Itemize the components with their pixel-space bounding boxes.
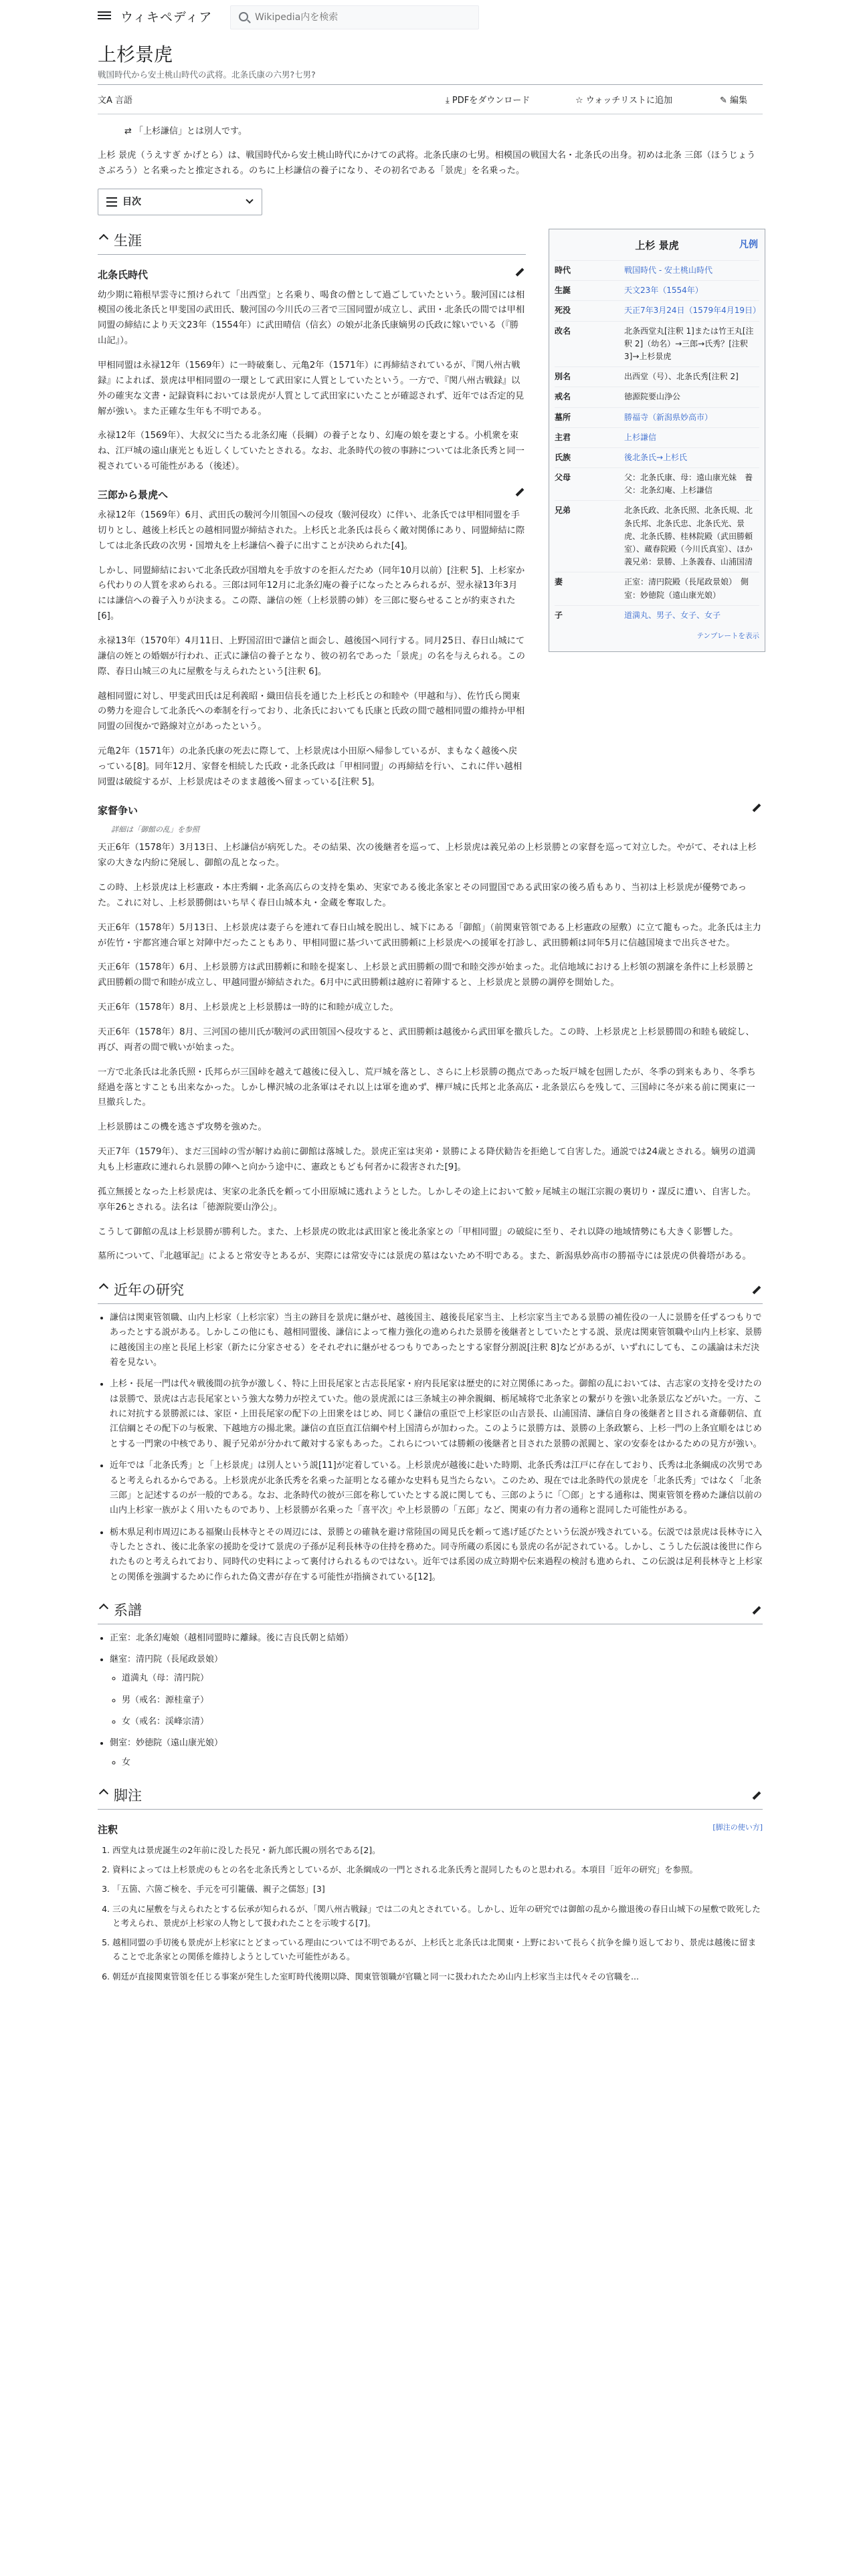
- list-item: • 側室：妙徳院（遠山康光娘） ◦ 女: [110, 1736, 763, 1770]
- lineage-list: [110, 1631, 763, 1771]
- language-icon: 文A: [98, 96, 116, 106]
- infobox-row: 戒名 徳源院要山浄公: [555, 387, 759, 407]
- paragraph: 永禄13年（1570年）4月11日、上野国沼田で謙信と面会し、越後国へ同行する。同月25日、春日山城にて謙信の姪との婚姻が行われ、正式に謙信の養子となり、彼の初名であった「景虎」の名を与えられる。この際、春日山城三の丸に屋敷を与えられたという[注釈 6]。: [98, 635, 525, 677]
- paragraph: 天正6年（1578年）3月13日、上杉謙信が病死した。その結果、次の後継者を巡って、上杉景虎は義兄弟の上杉景勝との家督を巡って対立した。やがて、それは上杉家の大きな内紛に発展し、御館の乱となった。: [98, 843, 757, 869]
- note-item: 1. 西堂丸は景虎誕生の2年前に没した長兄・新九郎氏親の別名である[2]。: [112, 1843, 763, 1857]
- infobox: [549, 229, 765, 652]
- lead-paragraph: 上杉 景虎（うえすぎ かげとら）は、戦国時代から安土桃山時代にかけての武将。北条氏康の七男。相模国の戦国大名・北条氏の出身。初めは北条 三郎（ほうじょう さぶろう）と名乗ったと推定される。のちに上杉謙信の養子になり、その初名である「景虎」を名乗った。: [98, 150, 756, 177]
- subsection-notes: 注釈 [脚注の使い方]: [98, 1822, 763, 1836]
- infobox-row: 時代 戦国時代 - 安土桃山時代: [555, 260, 759, 280]
- infobox-row: 氏族 後北条氏→上杉氏: [555, 447, 759, 467]
- paragraph: 永禄12年（1569年）、大叔父に当たる北条幻庵（長綱）の養子となり、幻庵の娘を妻とする。小机衆を束ね、江戸城の遠山康光とも近しくしていたとされる。なお、北条時代の彼の事跡については北条氏秀と同一視されている可能性がある（後述）。: [98, 431, 524, 472]
- edit-section-icon[interactable]: [751, 1605, 761, 1616]
- infobox-row: 別名 出西堂（号）、北条氏秀[注釈 2]: [555, 366, 759, 387]
- edit-button[interactable]: ✎ 編集: [720, 96, 748, 106]
- paragraph: こうして御館の乱は上杉景勝が勝利した。また、上杉景虎の敗北は武田家と後北条家との「甲相同盟」の破綻に至り、それ以降の地域情勢にも大きく影響した。: [98, 1226, 739, 1237]
- chevron-up-icon: [99, 1604, 108, 1613]
- search-icon: [239, 12, 248, 21]
- infobox-legend-link[interactable]: 凡例: [739, 239, 758, 250]
- paragraph: 幼少期に箱根早雲寺に預けられて「出西堂」と名乗り、喝食の僧として過ごしていたという。駿河国には相模国の後北条氏と甲斐国の武田氏、駿河国の今川氏の三者で三国同盟が成立し、武田・北条氏の間では甲相同盟の締結により天文23年（1554年）に武田晴信（信玄）の娘が北条氏康嫡男の氏政に嫁いでいる（『勝山記』）。: [98, 290, 525, 346]
- list-item: ◦ 女: [122, 1755, 763, 1770]
- see-also-note: 詳細は「御館の乱」を参照: [111, 825, 199, 834]
- edit-section-icon[interactable]: [514, 487, 524, 498]
- edit-section-icon[interactable]: [514, 267, 524, 278]
- section-life[interactable]: 生涯: [98, 230, 526, 255]
- wikipedia-logo[interactable]: ウィキペディア: [120, 10, 213, 25]
- note-item: 2. 資料によっては上杉景虎のもとの名を北条氏秀としているが、北条綱成の一門とされる北条氏秀と混同したものと思われる。本項目「近年の研究」を参照。: [112, 1862, 763, 1876]
- pencil-icon: ✎: [720, 96, 731, 106]
- subsection-succession: 家督争い: [98, 802, 763, 819]
- hatnote: ⇄ 「上杉謙信」とは別人です。: [124, 126, 247, 137]
- paragraph: 天正6年（1578年）8月、上杉景虎と上杉景勝は一時的に和睦が成立した。: [98, 1002, 399, 1013]
- list-item: • 謙信は関東管領職、山内上杉家（上杉宗家）当主の跡目を景虎に継がせ、越後国主、越後長尾家当主、上杉宗家当主である景勝の補佐役の一人に景勝を任ずるつもりであったとする説がある。しかしこの他にも、越相同盟後、謙信によって権力強化の進められた景勝を後継者としていたとする説、景虎は関東管領職や山内上杉家、景勝に越後国主の座と長尾上杉家（新たに分家させる）をそれぞれに継がせるつもりであったとする家督分割説[注釈 8]などがあるが、いずれにしても、この議論は未だ決着を見ない。: [110, 1311, 763, 1370]
- paragraph: 甲相同盟は永禄12年（1569年）に一時破棄し、元亀2年（1571年）に再締結されているが、『関八州古戦録』によれば、景虎は甲相同盟の一環として武田家に人質としていたという。一方で、『関八州古戦録』以外の確実な文書・記録資料においては景虎が人質として武田家にいたことが確認されず、近年では否定的見解が強い。また正確な生年も不明である。: [98, 360, 524, 417]
- infobox-row: 父母 父：北条氏康、母：遠山康光妹 養父：北条幻庵、上杉謙信: [555, 467, 759, 500]
- search-input[interactable]: [255, 10, 469, 25]
- download-icon: ⤓: [446, 96, 452, 106]
- edit-section-icon[interactable]: [751, 1285, 761, 1295]
- language-button[interactable]: 文A 言語: [98, 96, 133, 106]
- table-of-contents[interactable]: 目次: [98, 189, 262, 215]
- infobox-row: 生誕 天文23年（1554年）: [555, 280, 759, 300]
- note-item: 6. 朝廷が直接関東管領を任じる事案が発生した室町時代後期以降、関東管領職が官職と同一に扱われたため山内上杉家当主は代々その官職を...: [112, 1969, 763, 1983]
- paragraph: 越相同盟に対し、甲斐武田氏は足利義昭・織田信長を通じた上杉氏との和睦や（甲越和与）、佐竹氏ら関東の勢力を迎合して北条氏への牽制を行っており、北条氏においても氏康と氏政の間で越相同盟の維持か甲相同盟の回復かで路線対立があったという。: [98, 691, 525, 732]
- paragraph: 永禄12年（1569年）6月、武田氏の駿河今川領国への侵攻（駿河侵攻）に伴い、北条氏では甲相同盟を手切りとし、越後上杉氏との越相同盟が締結された。上杉氏と北条氏は長らく敵対関係にあり、同盟締結に際しては北条氏政の次男・国増丸を上杉謙信へ養子に出すことが決められた[4]。: [98, 510, 525, 551]
- paragraph: 孤立無援となった上杉景虎は、実家の北条氏を頼って小田原城に逃れようとした。しかしその途上において鮫ヶ尾城主の堀江宗親の裏切り・謀反に遭い、自害した。享年26とされる。法名は「徳源院要山浄公」。: [98, 1186, 756, 1212]
- section-footnotes[interactable]: 脚注: [98, 1785, 763, 1810]
- paragraph: この時、上杉景虎は上杉憲政・本庄秀綱・北条高広らの支持を集め、実家である後北条家とその同盟国である武田家の後ろ盾もあり、当初は上杉景虎が優勢であった。これに対し、上杉景勝側はいち早く春日山城本丸・金蔵を奪取した。: [98, 883, 747, 908]
- research-list: [110, 1311, 763, 1585]
- notes-list: [112, 1843, 763, 1983]
- note-item: 4. 三の丸に屋敷を与えられたとする伝承が知られるが、「関八州古戦録」では二の丸とされている。しかし、近年の研究では御館の乱から撤退後の春日山城下の屋敷で敗死したと考えられ、景虎が上杉家の人物として扱われたことを示唆する[7]。: [112, 1902, 763, 1931]
- chevron-up-icon: [99, 1789, 108, 1798]
- pdf-button[interactable]: ⤓ PDFをダウンロード: [446, 96, 531, 106]
- paragraph: 天正6年（1578年）6月、上杉景勝方は武田勝頼に和睦を提案し、上杉景と武田勝頼の間で和睦交渉が始まった。北信地域における上杉領の割譲を条件に上杉景勝と武田勝頼の間で和睦が成立し、甲越同盟が締結された。6月中に武田勝頼は越府に着陣すると、上杉景虎と景勝の調停を開始した。: [98, 962, 755, 988]
- list-item: • 近年では「北条氏秀」と「上杉景虎」は別人という説[11]が定着している。上杉景虎が越後に赴いた時期、北条氏秀は江戸に存在しており、氏秀は北条綱成の次男であると考えられるからである。上杉景虎が北条氏秀を名乗った証明となる確かな史料も見当たらない。このため、現在では北条時代の景虎を「北条氏秀」ではなく「北条三郎」と記述するのが一般的である。なお、北条時代の彼が三郎を称していたとする説に関しても、三郎のように「〇郎」とする通称は、関東管領を務めた謙信以前の山内上杉家一族がよく用いたものであり、上杉景勝が名乗った「喜平次」や上杉景勝の「五郎」など、関東の有力者の通称と混同した可能性がある。: [110, 1459, 763, 1518]
- edit-section-icon[interactable]: [751, 802, 761, 813]
- chevron-up-icon: [99, 234, 108, 243]
- list-item: • 継室：清円院（長尾政景娘） ◦ 道満丸（母：清円院） ◦ 男（戒名：源桂童子） ◦ 女（戒名：渓峰宗清）: [110, 1652, 763, 1729]
- search-box[interactable]: [230, 5, 479, 29]
- page-subtitle: 戦国時代から安土桃山時代の武将。北条氏康の六男?七男?: [98, 70, 316, 80]
- section-lineage[interactable]: 系譜: [98, 1600, 763, 1624]
- paragraph: しかし、同盟締結において北条氏政が国増丸を手放すのを拒んだため（同年10月以前）[注釈 5]、上杉家から代わりの人質を求められる。三郎は同年12月に北条幻庵の養子になったとみられるが、翌永禄13年3月には謙信への養子入りが決まる。この際、謙信の姪（上杉景勝の姉）を三郎に娶らせることが約束された[6]。: [98, 565, 525, 622]
- list-item: ◦ 女（戒名：渓峰宗清）: [122, 1715, 763, 1729]
- list-item: • 栃木県足利市周辺にある福聚山長林寺とその周辺には、景勝との確執を避け常陸国の岡見氏を頼って逃げ延びたという伝説が残されている。伝説では景虎は長林寺に入寺したとされ、後に北条家の援助を受けて景虎の子孫が足利長林寺の住持を務めた。同寺所蔵の系図にも景虎の名が記されている。しかし、こうした伝説は後世に作られたものと考えられており、同時代の史料によって裏付けられるものではない。近年では系図の成立時期や伝来過程の検討も進められ、この伝説は足利長林寺と上杉家との関係を強調するために作られた偽文書が存在する可能性が指摘されている[12]。: [110, 1525, 763, 1585]
- infobox-row: 妻 正室：清円院殿（長尾政景娘） 側室：妙徳院（遠山康光娘）: [555, 572, 759, 605]
- edit-section-icon[interactable]: [751, 1790, 761, 1801]
- infobox-row: 改名 北条西堂丸[注釈 1]または竹王丸[注釈 2]（幼名）→三郎→氏秀？[注釈 3]→上杉景虎: [555, 321, 759, 367]
- footnote-help-link[interactable]: [脚注の使い方]: [712, 1822, 763, 1832]
- subsection-to-kagetora: 三郎から景虎へ: [98, 487, 526, 503]
- infobox-row: 墓所 勝福寺（新潟県妙高市）: [555, 407, 759, 427]
- hatnote-icon: ⇄: [124, 126, 135, 137]
- paragraph: 上杉景勝はこの機を逃さず攻勢を強めた。: [98, 1122, 267, 1133]
- infobox-row: 兄弟 北条氏政、北条氏照、北条氏規、北条氏邦、北条氏忠、北条氏光、景虎、北条氏勝、桂林院殿（武田勝頼室）、蔵春院殿（今川氏真室）、ほか 義兄弟：景勝、上条義春、山浦国清: [555, 500, 759, 572]
- watchlist-button[interactable]: ☆ ウォッチリストに追加: [575, 96, 673, 106]
- list-item: • 正室：北条幻庵娘（越相同盟時に離縁。後に吉良氏朝と結婚）: [110, 1631, 763, 1646]
- infobox-row: 子 道満丸、男子、女子、女子: [555, 605, 759, 625]
- section-research[interactable]: 近年の研究: [98, 1279, 763, 1304]
- chevron-up-icon: [99, 1283, 108, 1293]
- paragraph: 元亀2年（1571年）の北条氏康の死去に際して、上杉景虎は小田原へ帰参しているが、まもなく越後へ戻っている[8]。同年12月、家督を相続した氏政・北条氏政は「甲相同盟」の再締結を行い、これに伴い越相同盟は破綻するが、上杉景虎はそのまま越後へ留まっている[注釈 5]。: [98, 746, 522, 787]
- paragraph: 天正7年（1579年）、まだ三国峠の雪が解けぬ前に御館は落城した。景虎正室は実弟・景勝による降伏勧告を拒絶して自害した。通説では24歳とされる。嫡男の道満丸も上杉憲政に連れられ景勝の陣へと向かう途中に、憲政ともども何者かに殺害された[9]。: [98, 1147, 756, 1173]
- paragraph: 天正6年（1578年）8月、三河国の徳川氏が駿河の武田領国へ侵攻すると、武田勝頼は越後から武田軍を撤兵した。この時、上杉景虎と上杉景勝間の和睦も破綻し、再び、両者の間で戦いが始まった。: [98, 1027, 755, 1053]
- infobox-row: 主君 上杉謙信: [555, 427, 759, 447]
- toc-icon: [106, 197, 117, 209]
- infobox-title: 上杉 景虎 凡例: [555, 233, 759, 260]
- note-item: 3. 「五箇、六箇ご検を、手元を可引籠儀、親子之儒怒」[3]: [112, 1882, 763, 1896]
- template-link[interactable]: テンプレートを表示: [696, 631, 759, 640]
- page-title: 上杉景虎: [98, 43, 173, 66]
- list-item: • 上杉・長尾一門は代々戦後間の抗争が激しく、特に上田長尾家と古志長尾家・府内長尾家は歴史的に対立関係にあった。御館の乱においては、古志家の支持を受けたのは景勝で、景虎は古志長尾家という強大な勢力が控えていた。他の景虎派には三条城主の神余親綱、栃尾城将で北条家との繋がりを強い北条景広などがいた。一方、これに対抗する景勝派には、家臣・上田長尾家の配下の上田衆をはじめ、同じく謙信の重臣で上杉家臣の山吉景長、山浦国清、謙信自身の後継者と目される斎藤朝信、直江信綱とその配下の与板衆、下越地方の揚北衆。謙信の直臣直江信綱や村上国清らが加わった。このように景勝方は、景勝の上条政繁ら、上杉一門の上条宜順をはじめとする一門衆の中核であり、親子兄弟が分かれて敵対する家もあった。これらについては勝頼の後継者と目された景勝の派閥と、家の安泰をはかるための見方が強い。: [110, 1377, 763, 1452]
- list-item: ◦ 道満丸（母：清円院）: [122, 1671, 763, 1686]
- paragraph: 一方で北条氏は北条氏照・氏邦らが三国峠を越えて越後に侵入し、荒戸城を落とし、さらに上杉景勝の拠点であった坂戸城を包囲したが、冬季の到来もあり、冬季ち経過を落とすことも出来なかった。しかし樺沢城の北条軍はそれ以上は軍を進めず、樺戸城に氏邦と北条高広・北条景広らを残して、三国峠に冬が来る前に関東に一旦撤兵した。: [98, 1067, 756, 1108]
- paragraph: 天正6年（1578年）5月13日、上杉景虎は妻子らを連れて春日山城を脱出し、城下にある「御館」（前関東管領である上杉憲政の屋敷）に立て籠もった。北条氏は主力が佐竹・宇都宮連合軍と対陣中だったこともあり、甲相同盟に基づいて武田勝頼に上杉景虎への援軍を打診し、武田勝頼は同年5月に信越国境まで出兵させた。: [98, 922, 761, 948]
- article-content: [98, 43, 763, 1989]
- page-toolbar: [98, 85, 763, 114]
- chevron-down-icon: [246, 196, 253, 203]
- list-item: ◦ 男（戒名：源桂童子）: [122, 1693, 763, 1708]
- subsection-hojo-era: 北条氏時代: [98, 267, 526, 283]
- main-menu-icon[interactable]: [98, 9, 111, 21]
- note-item: 5. 越相同盟の手切後も景虎が上杉家にとどまっている理由については不明であるが、上杉氏と北条氏は北関東・上野において長らく抗争を繰り返しており、景虎は越後に留まることで北条家との関係を維持しようとしていた可能性がある。: [112, 1935, 763, 1964]
- star-icon: ☆: [575, 96, 586, 106]
- infobox-row: 死没 天正7年3月24日（1579年4月19日）: [555, 300, 759, 320]
- site-header: [0, 0, 859, 37]
- paragraph: 墓所について、『北越軍記』によると常安寺とあるが、実際には常安寺には景虎の墓はないため不明である。また、新潟県妙高市の勝福寺には景虎の供養塔がある。: [98, 1251, 751, 1262]
